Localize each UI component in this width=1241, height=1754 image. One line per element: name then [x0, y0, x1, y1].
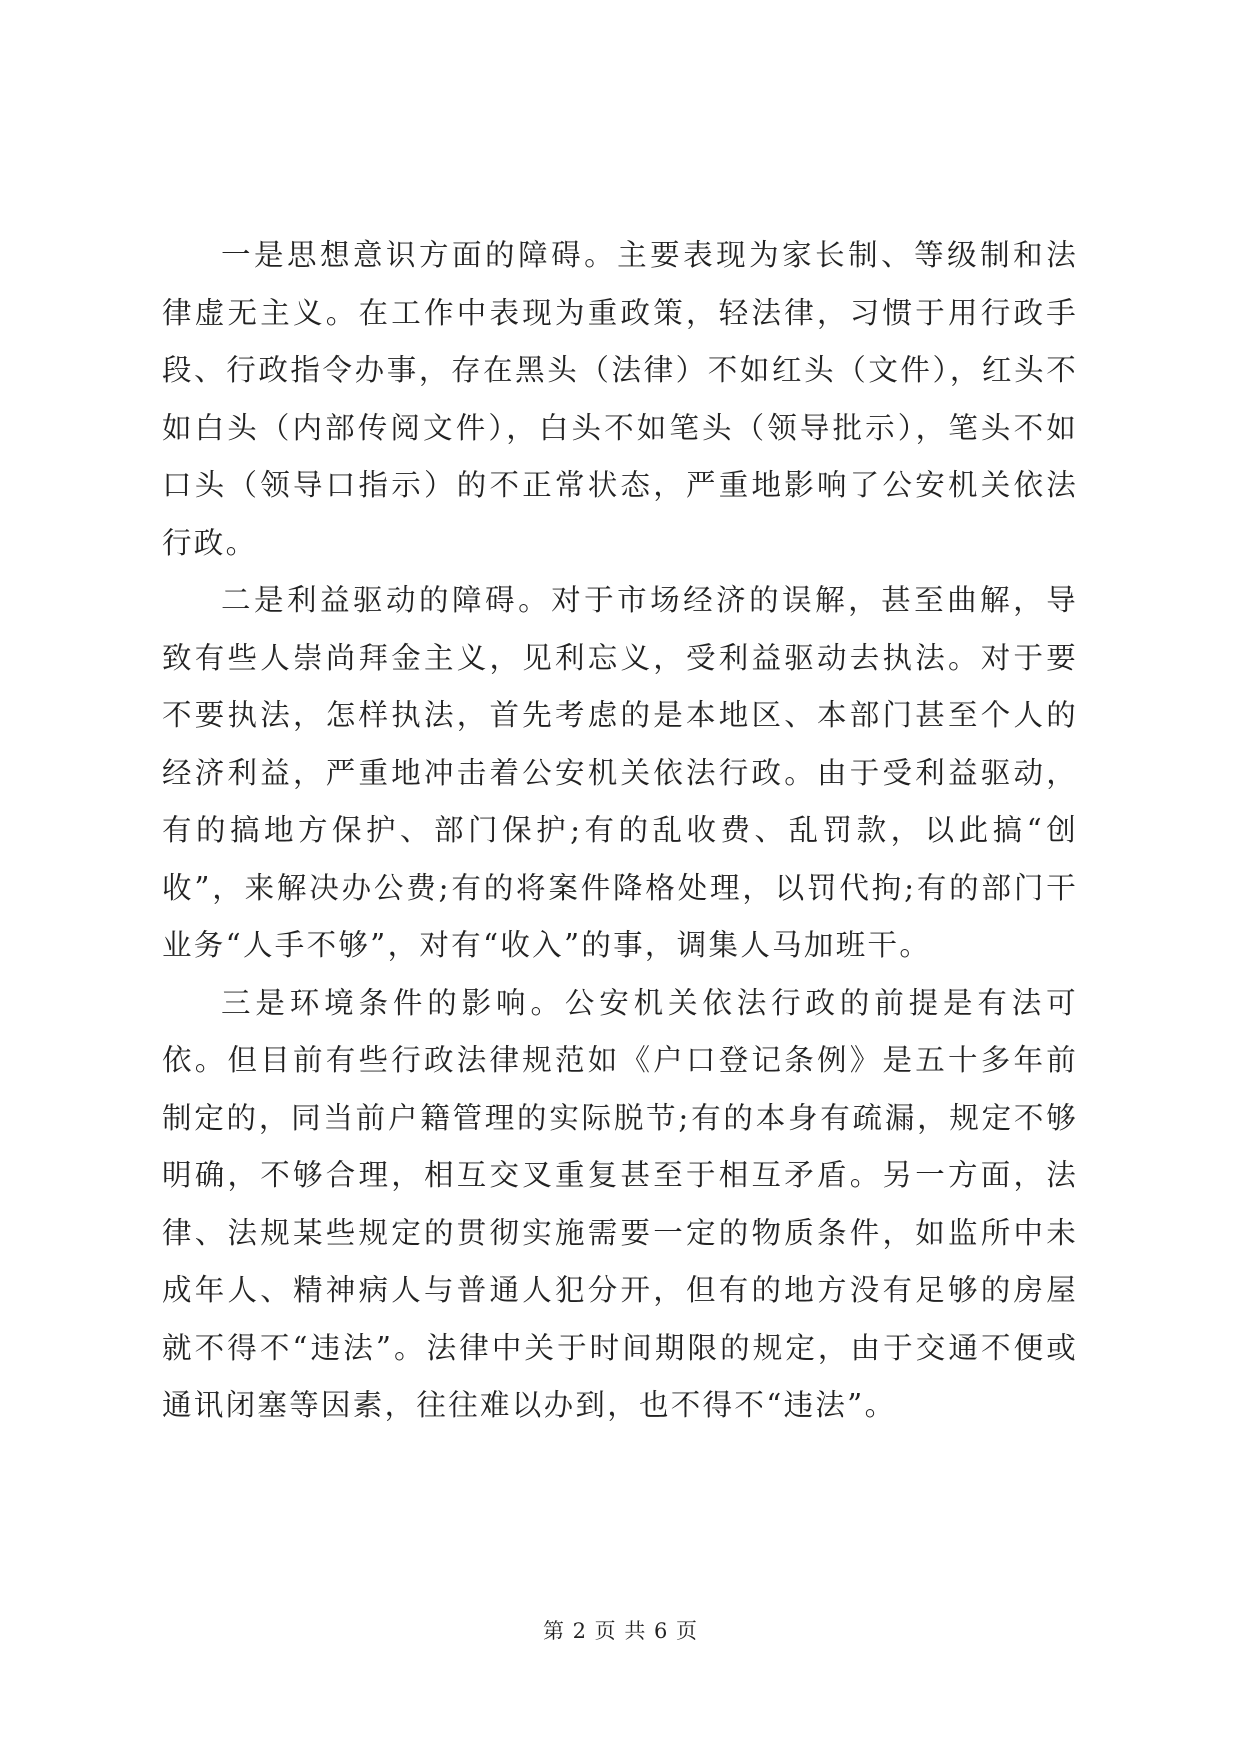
page-footer [0, 1617, 1241, 1645]
paragraph-ideology-obstacle: 一是思想意识方面的障碍。主要表现为家长制、等级制和法律虚无主义。在工作中表现为重政策，轻法律，习惯于用行政手段、行政指令办事，存在黑头（法律）不如红头（文件），红头不如白头（内部传阅文件），白头不如笔头（领导批示），笔头不如口头（领导口指示）的不正常状态，严重地影响了公安机关依法行政。 [162, 238, 1078, 560]
paragraph-interest-obstacle: 二是利益驱动的障碍。对于市场经济的误解，甚至曲解，导致有些人崇尚拜金主义，见利忘义，受利益驱动去执法。对于要不要执法，怎样执法，首先考虑的是本地区、本部门甚至个人的经济利益，严重地冲击着公安机关依法行政。由于受利益驱动，有的搞地方保护、部门保护;有的乱收费、乱罚款，以此搞“创收”，来解决办公费;有的将案件降格处理，以罚代拘;有的部门干业务“人手不够”，对有“收入”的事，调集人马加班干。 [162, 583, 1078, 962]
paragraph-environment-influence: 三是环境条件的影响。公安机关依法行政的前提是有法可依。但目前有些行政法律规范如《户口登记条例》是五十多年前制定的，同当前户籍管理的实际脱节;有的本身有疏漏，规定不够明确，不够合理，相互交叉重复甚至于相互矛盾。另一方面，法律、法规某些规定的贯彻实施需要一定的物质条件，如监所中未成年人、精神病人与普通人犯分开，但有的地方没有足够的房屋就不得不“违法”。法律中关于时间期限的规定，由于交通不便或通讯闭塞等因素，往往难以办到，也不得不“违法”。 [162, 985, 1078, 1422]
document-body [162, 227, 1078, 1435]
page-number-label: 第 2 页 共 6 页 [542, 1619, 699, 1643]
